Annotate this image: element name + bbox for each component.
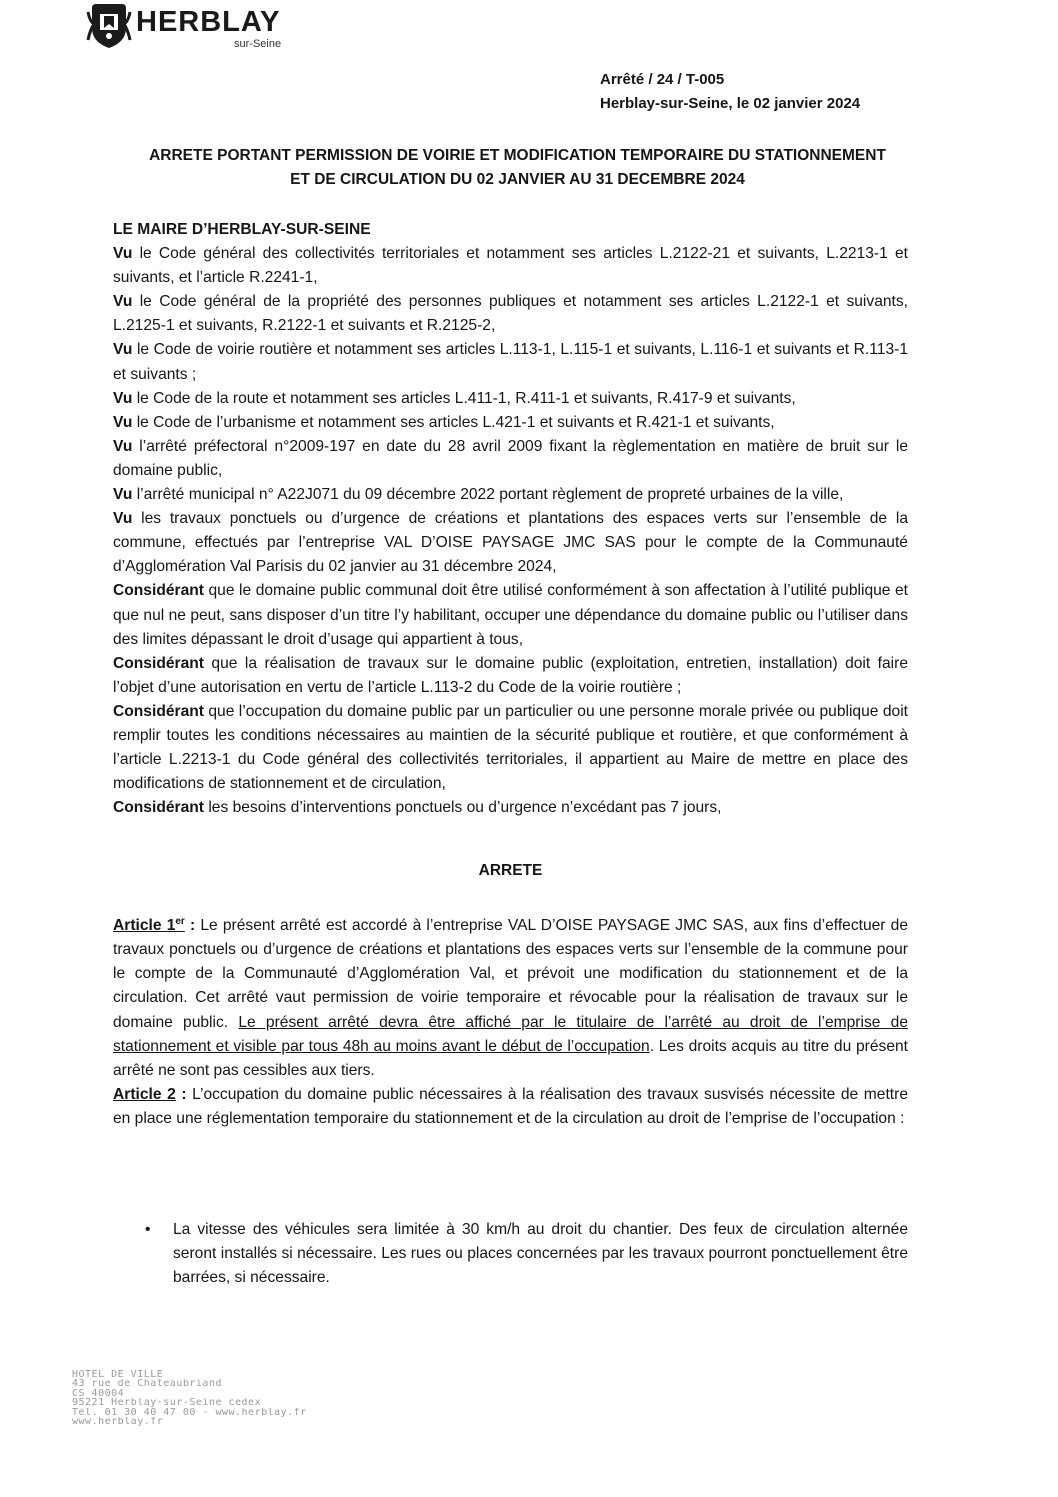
preamble-item xyxy=(113,483,908,507)
preamble-text: le Code général des collectivités territoriales et notamment ses articles L.2122-21 et suivants, L.2213-1 et suivants, et l’article R.2241-1, xyxy=(113,245,908,287)
articles xyxy=(113,910,908,1131)
bullet-item xyxy=(113,1218,908,1290)
footer-line: www.herblay.fr xyxy=(72,1417,164,1427)
preamble-items xyxy=(113,242,908,820)
preamble-text: le Code de l’urbanisme et notamment ses articles L.421-1 et suivants et R.421-1 et suivants, xyxy=(132,413,775,431)
article-2-bullets xyxy=(113,1218,908,1290)
preamble-text: le Code de la route et notamment ses articles L.411-1, R.411-1 et suivants, R.417-9 et suivants, xyxy=(132,389,796,407)
footer-line: CS 40004 xyxy=(72,1388,125,1399)
article-2-label: Article 2 xyxy=(113,1085,176,1103)
preamble-item xyxy=(113,796,908,820)
preamble-text: le Code général de la propriété des personnes publiques et notamment ses articles L.2122-1 et suivants, L.2125-1 et suivants, R.2122-1 et suivants et R.2125-2, xyxy=(113,293,908,335)
city-logo xyxy=(86,2,326,52)
preamble xyxy=(113,218,908,820)
preamble-keyword: Vu xyxy=(113,510,133,528)
preamble-keyword: Considérant xyxy=(113,582,204,600)
preamble-item xyxy=(113,387,908,411)
preamble-text: les travaux ponctuels ou d’urgence de créations et plantations des espaces verts sur l’ensemble de la commune, effectués par l’entreprise VAL D’OISE PAYSAGE JMC SAS pour le compte de la Communauté d’Agglomération Val Parisis du 02 janvier au 31 décembre 2024, xyxy=(113,510,908,576)
article-1-text-b: . Les droits acquis au titre du présent arrêté ne sont pas cessibles aux tiers. xyxy=(113,1037,908,1079)
footer-line: 43 rue de Chateaubriand xyxy=(72,1379,222,1389)
preamble-item xyxy=(113,411,908,435)
preamble-item xyxy=(113,700,908,796)
preamble-keyword: Considérant xyxy=(113,654,204,672)
article-1-posting-requirement: Le présent arrêté devra être affiché par le titulaire de l’arrêté au droit de l’emprise de stationnement et visible par tous 48h au moins avant le début de l’occupation xyxy=(113,1013,908,1055)
footer-line: 95221 Herblay-sur-Seine cedex xyxy=(72,1398,262,1408)
footer-address xyxy=(72,1370,392,1426)
arrete-reference: Arrêté / 24 / T-005 xyxy=(600,71,725,88)
document-title xyxy=(60,144,975,192)
preamble-keyword: Vu xyxy=(113,437,133,455)
arrete-heading: ARRETE xyxy=(478,862,543,879)
preamble-text: l’arrêté préfectoral n°2009-197 en date du 28 avril 2009 fixant la règlementation en matière de bruit sur le domaine public, xyxy=(113,437,908,479)
preamble-text: que le domaine public communal doit être utilisé conformément à son affectation à l’utilité publique et que nul ne peut, sans disposer d’un titre l’y habilitant, occuper une dépendance du domaine public ou l’utiliser dans des limites dépassant le droit d’usage qui appartient à tous, xyxy=(113,582,908,648)
bullet-text: La vitesse des véhicules sera limitée à 30 km/h au droit du chantier. Des feux de circulation alternée seront installés si nécessaire. Les rues ou places concernées par les travaux pourront ponctuellement être barrées, si nécessaire. xyxy=(173,1221,908,1287)
preamble-keyword: Vu xyxy=(113,486,133,504)
footer-line: HOTEL DE VILLE xyxy=(72,1370,164,1380)
place-date: Herblay-sur-Seine, le 02 janvier 2024 xyxy=(600,95,861,112)
document-reference-block xyxy=(600,68,900,116)
preamble-text: l’arrêté municipal n° A22J071 du 09 décembre 2022 portant règlement de propreté urbaines de la ville, xyxy=(132,486,844,504)
title-line-1: ARRETE PORTANT PERMISSION DE VOIRIE ET MODIFICATION TEMPORAIRE DU STATIONNEMENT xyxy=(149,147,886,164)
preamble-keyword: Vu xyxy=(113,293,133,311)
preamble-item xyxy=(113,579,908,651)
article-2 xyxy=(113,1083,908,1131)
preamble-text: les besoins d’interventions ponctuels ou d’urgence n’excédant pas 7 jours, xyxy=(203,799,722,817)
preamble-keyword: Vu xyxy=(113,389,133,407)
logo-wordmark: HERBLAY xyxy=(136,6,281,38)
preamble-text: que la réalisation de travaux sur le domaine public (exploitation, entretien, installation) doit faire l’objet d’une autorisation en vertu de l’article L.113-2 du Code de la voirie routière ; xyxy=(113,654,908,696)
preamble-item xyxy=(113,290,908,338)
bullet-icon: • xyxy=(145,1221,151,1238)
preamble-heading: LE MAIRE D’HERBLAY-SUR-SEINE xyxy=(113,221,371,238)
preamble-text: le Code de voirie routière et notamment ses articles L.113-1, L.115-1 et suivants, L.116-1 et suivants et R.113-1 et suivants ; xyxy=(113,341,908,383)
preamble-item xyxy=(113,242,908,290)
preamble-item xyxy=(113,507,908,579)
article-2-colon: : xyxy=(175,1085,187,1103)
footer-line: Tél. 01 30 40 47 00 - www.herblay.fr xyxy=(72,1407,307,1418)
preamble-text: que l’occupation du domaine public par un particulier ou une personne morale privée ou publique doit remplir toutes les conditions nécessaires au maintien de la sécurité publique et routière, et que conformément à l’article L.2213-1 du Code général des collectivités territoriales, il appartient au Maire de mettre en place des modifications de stationnement et de circulation, xyxy=(113,702,908,793)
article-2-text: L’occupation du domaine public nécessaires à la réalisation des travaux susvisés nécessite de mettre en place une réglementation temporaire du stationnement et de la circulation au droit de l’emprise de l’occupation : xyxy=(113,1085,908,1127)
city-crest-icon xyxy=(86,2,132,50)
preamble-keyword: Vu xyxy=(113,413,133,431)
logo-subtitle: sur-Seine xyxy=(234,38,282,50)
preamble-keyword: Considérant xyxy=(113,799,204,817)
article-1-colon: : xyxy=(184,917,196,935)
preamble-keyword: Vu xyxy=(113,245,133,263)
preamble-item xyxy=(113,435,908,483)
preamble-item xyxy=(113,338,908,386)
article-1-text-a: Le présent arrêté est accordé à l’entreprise VAL D’OISE PAYSAGE JMC SAS, aux fins d’effectuer de travaux ponctuels ou d’urgence de créations et plantations des espaces verts sur l’ensemble de la commune pour le compte de la Communauté d’Agglomération Val, et prévoit une modification du stationnement et de la circulation. Cet arrêté vaut permission de voirie temporaire et révocable pour la réalisation de travaux sur le domaine public. xyxy=(113,917,908,1031)
title-line-2: ET DE CIRCULATION DU 02 JANVIER AU 31 DECEMBRE 2024 xyxy=(290,171,745,188)
preamble-item xyxy=(113,652,908,700)
article-1 xyxy=(113,910,908,1083)
preamble-keyword: Vu xyxy=(113,341,133,359)
preamble-keyword: Considérant xyxy=(113,702,204,720)
article-1-label: Article 1er xyxy=(113,916,185,935)
